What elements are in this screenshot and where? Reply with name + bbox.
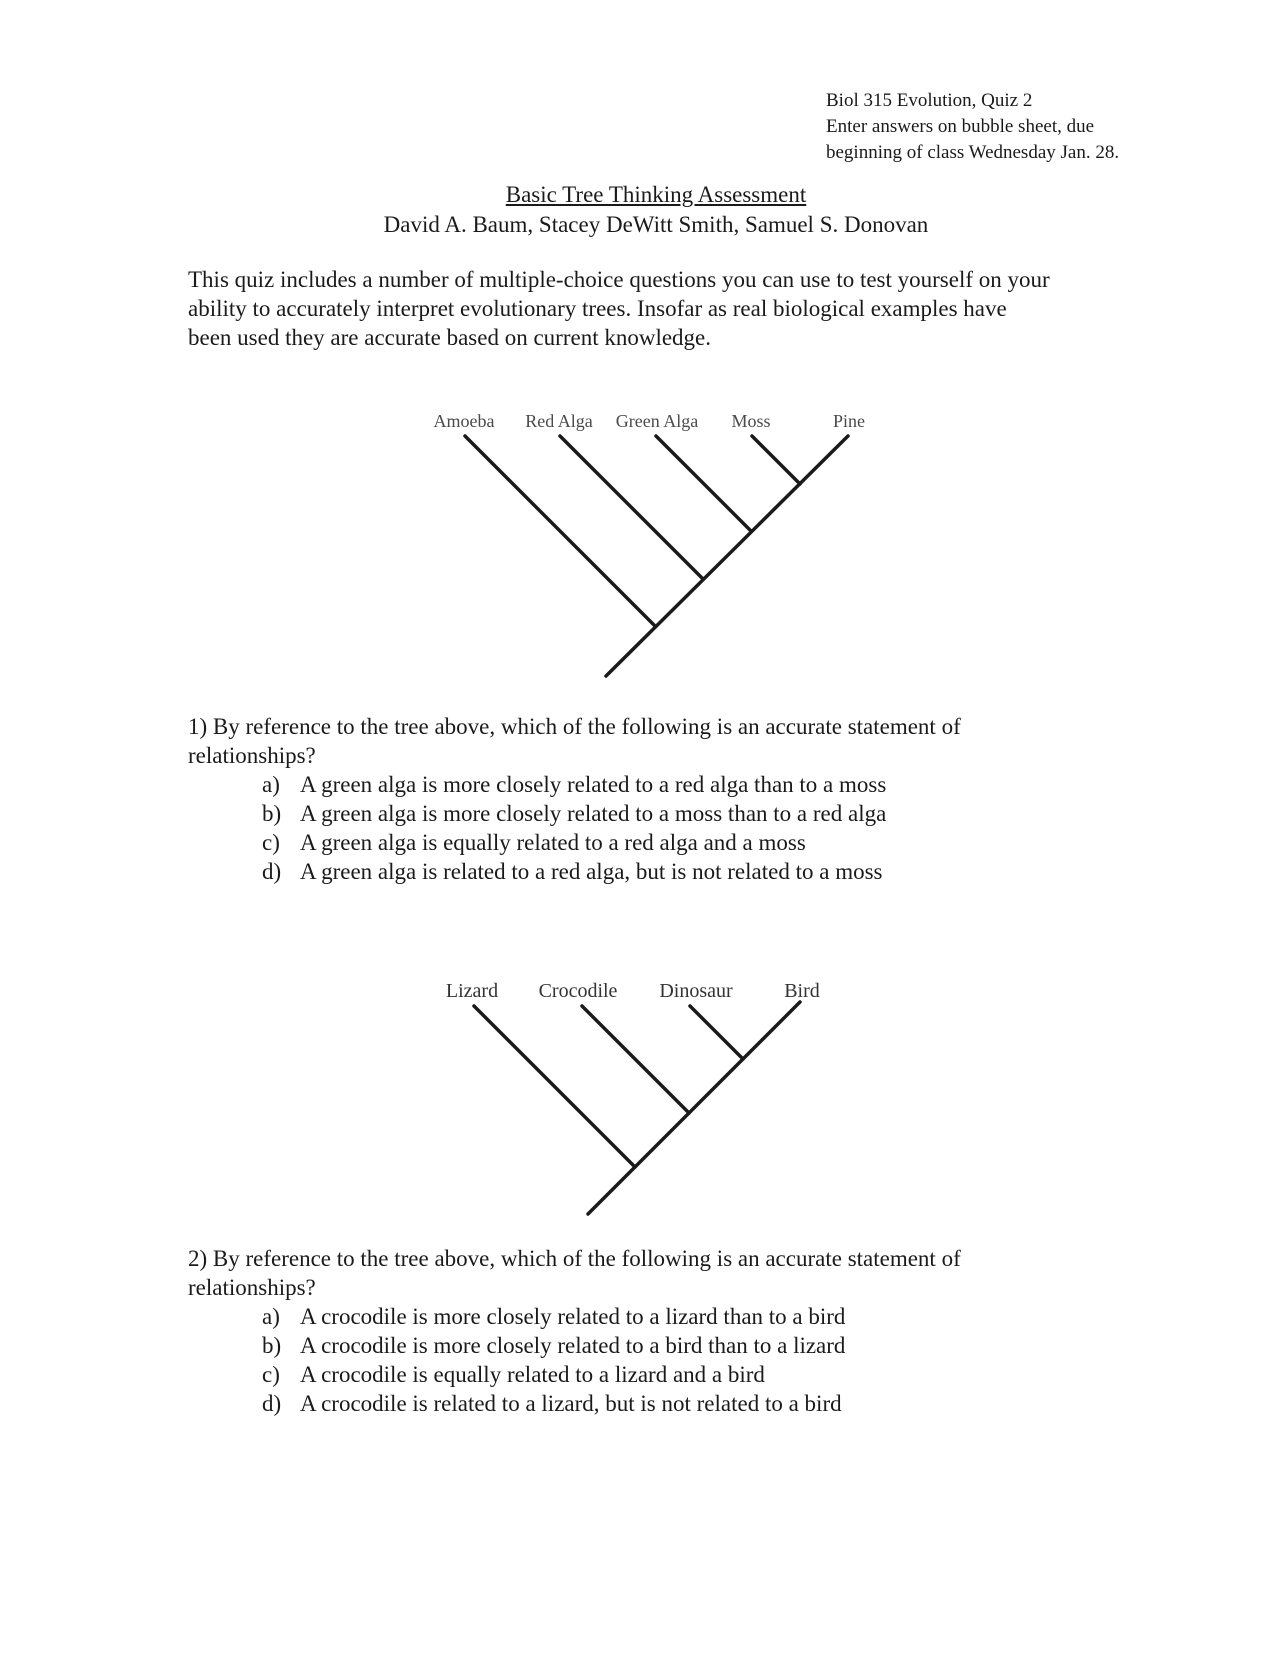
tree-1-diagram [0,400,1280,690]
tree-2-diagram [0,966,1280,1226]
option-text: A crocodile is more closely related to a lizard than to a bird [300,1304,846,1329]
taxon-label-pine: Pine [832,411,866,431]
taxon-label-green-alga: Green Alga [615,411,699,431]
authors: David A. Baum, Stacey DeWitt Smith, Samuel S. Donovan [383,212,929,237]
phylogenetic-tree-1 [0,400,1280,690]
option-letter: c) [262,1362,280,1387]
question-1 [188,712,1148,886]
question-2-stem-line: relationships? [188,1275,316,1300]
taxon-label-bird: Bird [784,980,820,1002]
taxon-label-red-alga: Red Alga [525,411,593,431]
option-letter: d) [262,1391,282,1416]
option-letter: d) [262,859,282,884]
option-text: A crocodile is equally related to a lizard and a bird [300,1362,765,1387]
answer-option-2d [262,1389,1148,1418]
taxon-label-lizard: Lizard [445,980,499,1002]
tree-2-lizard-branch [474,1006,635,1167]
question-1-stem-line: 1) By reference to the tree above, which of the following is an accurate statement of [188,714,961,739]
option-text: A crocodile is more closely related to a bird than to a lizard [300,1333,846,1358]
due-date-line: beginning of class Wednesday Jan. 28. [826,142,1120,163]
answer-option-1b [262,799,1148,828]
title-block [0,180,1280,240]
question-1-stem-line: relationships? [188,743,316,768]
question-1-options [262,770,1148,886]
intro-line: ability to accurately interpret evolutionary trees. Insofar as real biological examples have [188,296,1007,321]
intro-line: been used they are accurate based on current knowledge. [188,325,712,350]
course-header-note [826,88,1119,166]
answer-option-2a [262,1302,1148,1331]
option-text: A green alga is more closely related to a moss than to a red alga [300,801,887,826]
option-letter: a) [262,1304,280,1329]
question-2-stem [188,1244,1148,1302]
phylogenetic-tree-2 [0,966,1280,1226]
course-title-line: Biol 315 Evolution, Quiz 2 [826,90,1033,111]
answer-option-1d [262,857,1148,886]
question-2-options [262,1302,1148,1418]
option-text: A green alga is more closely related to a red alga than to a moss [300,772,887,797]
tree-1-green-alga-branch [656,436,750,530]
tree-2-crocodile-branch [582,1006,689,1113]
option-letter: b) [262,801,282,826]
answer-option-1c [262,828,1148,857]
question-2-stem-line: 2) By reference to the tree above, which of the following is an accurate statement of [188,1246,961,1271]
answer-option-2b [262,1331,1148,1360]
tree-1-red-alga-branch [560,436,702,578]
intro-paragraph [188,265,1148,352]
question-2 [188,1244,1148,1418]
answer-option-2c [262,1360,1148,1389]
option-text: A crocodile is related to a lizard, but is not related to a bird [300,1391,842,1416]
tree-1-amoeba-branch [465,436,655,626]
taxon-label-crocodile: Crocodile [538,980,618,1002]
option-text: A green alga is equally related to a red alga and a moss [300,830,806,855]
option-letter: b) [262,1333,282,1358]
option-letter: a) [262,772,280,797]
taxon-label-moss: Moss [731,411,771,431]
tree-2-dinosaur-branch [690,1006,743,1059]
answer-option-1a [262,770,1148,799]
option-text: A green alga is related to a red alga, but is not related to a moss [300,859,883,884]
intro-line: This quiz includes a number of multiple-choice questions you can use to test yourself on your [188,267,1050,292]
question-1-stem [188,712,1148,770]
page-title: Basic Tree Thinking Assessment [505,182,807,207]
tree-1-backbone-branch [606,436,848,676]
option-letter: c) [262,830,280,855]
taxon-label-amoeba: Amoeba [433,411,495,431]
tree-2-backbone-branch [588,1002,800,1214]
tree-1-moss-branch [752,436,800,484]
taxon-label-dinosaur: Dinosaur [659,980,733,1002]
instructions-line: Enter answers on bubble sheet, due [826,116,1095,137]
